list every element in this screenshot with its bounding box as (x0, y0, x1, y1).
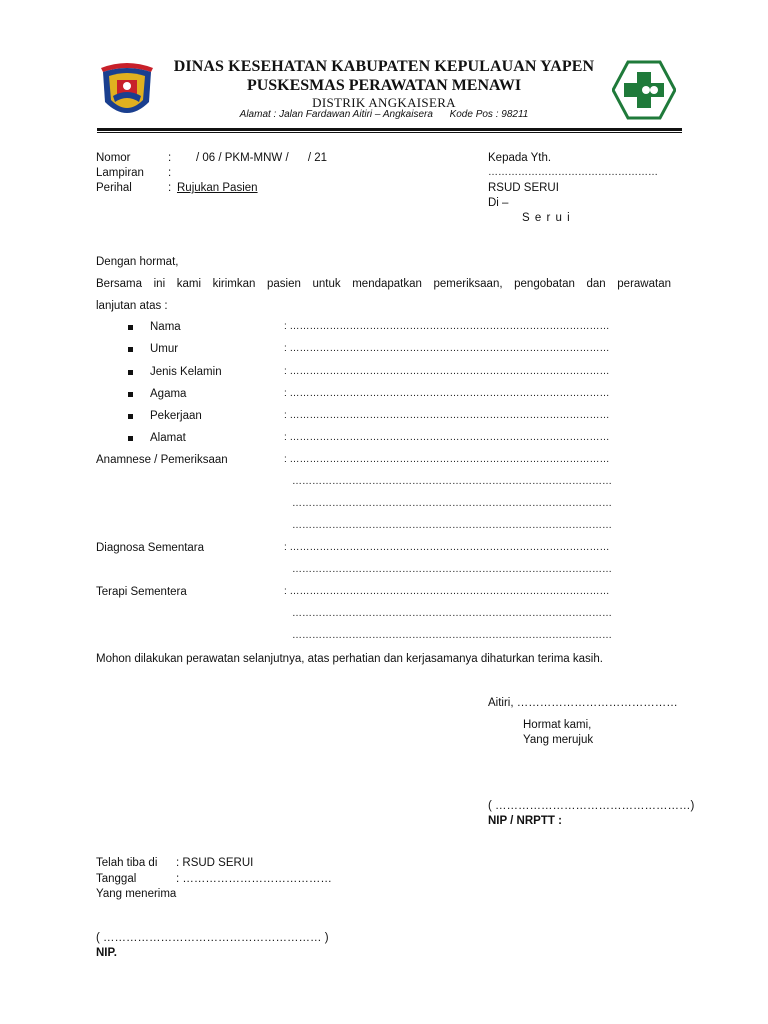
intro-line-1: Bersama ini kami kirimkan pasien untuk mendapatkan pemeriksaan, pengobatan dan perawatan (96, 278, 671, 290)
anamnese-dots-1: : …………………………………………………………………………………… (284, 454, 610, 465)
terapi-dots-3: …………………………………………………………………………………… (292, 630, 612, 641)
closing-text: Mohon dilakukan perawatan selanjutnya, atas perhatian dan kerjasamanya dihaturkan terima kasih. (96, 653, 603, 665)
field-label-nama: Nama (150, 321, 181, 333)
field-dots-pekerjaan: : …………………………………………………………………………………… (284, 410, 610, 421)
bullet-icon (128, 347, 133, 352)
field-label-alamat: Alamat (150, 432, 186, 444)
lampiran-label: Lampiran (96, 167, 144, 179)
recipient-greeting: Kepada Yth. (488, 152, 552, 164)
receipt-name-blank: ( ………………………………………………… ) (96, 932, 329, 944)
header-rule-thick (97, 128, 682, 131)
anamnese-dots-2: …………………………………………………………………………………… (292, 476, 612, 487)
field-label-agama: Agama (150, 388, 187, 400)
field-label-jenis-kelamin: Jenis Kelamin (150, 366, 222, 378)
header-puskesmas-name: PUSKESMAS PERAWATAN MENAWI (246, 77, 522, 94)
anamnese-dots-3: …………………………………………………………………………………… (292, 498, 612, 509)
recipient-hospital: RSUD SERUI (488, 182, 559, 194)
diagnosa-dots-2: …………………………………………………………………………………… (292, 564, 612, 575)
intro-line-2: lanjutan atas : (96, 300, 168, 312)
bullet-icon (128, 414, 133, 419)
regency-crest-logo (97, 58, 157, 124)
puskesmas-cross-logo (612, 60, 676, 120)
perihal-colon: : (168, 182, 172, 194)
bullet-icon (128, 325, 133, 330)
field-dots-jenis-kelamin: : …………………………………………………………………………………… (284, 366, 610, 377)
signature-name-blank: ( ……………………………………………) (488, 800, 695, 812)
terapi-dots-2: …………………………………………………………………………………… (292, 608, 612, 619)
field-dots-alamat: : …………………………………………………………………………………… (284, 432, 610, 443)
recipient-di: Di – (488, 197, 509, 209)
receipt-tiba-label: Telah tiba di (96, 857, 158, 869)
header-agency-name: DINAS KESEHATAN KABUPATEN KEPULAUAN YAPEN (173, 58, 595, 75)
terapi-dots-1: : …………………………………………………………………………………… (284, 586, 610, 597)
recipient-city: S e r u i (522, 212, 571, 224)
field-label-pekerjaan: Pekerjaan (150, 410, 202, 422)
signature-merujuk: Yang merujuk (523, 734, 594, 746)
signature-place-date: Aitiri, …………………………………… (488, 697, 678, 709)
field-dots-nama: : …………………………………………………………………………………… (284, 321, 610, 332)
nomor-value: / 06 / PKM-MNW / / 21 (196, 152, 327, 164)
header-address: Alamat : Jalan Fardawan Aitiri – Angkaisera Kode Pos : 98211 (239, 109, 529, 120)
anamnese-label: Anamnese / Pemeriksaan (96, 454, 228, 466)
greeting: Dengan hormat, (96, 256, 179, 268)
lampiran-colon: : (168, 167, 172, 179)
receipt-tiba-value: : RSUD SERUI (176, 857, 254, 869)
header-district: DISTRIK ANGKAISERA (312, 95, 456, 110)
field-dots-agama: : …………………………………………………………………………………… (284, 388, 610, 399)
signature-nip: NIP / NRPTT : (488, 815, 562, 827)
receipt-nip: NIP. (96, 947, 117, 959)
receipt-tanggal-value: : ………………………………… (176, 873, 332, 885)
diagnosa-label: Diagnosa Sementara (96, 542, 205, 554)
nomor-colon: : (168, 152, 172, 164)
perihal-value: Rujukan Pasien (177, 182, 258, 194)
field-label-umur: Umur (150, 343, 179, 355)
field-dots-umur: : …………………………………………………………………………………… (284, 343, 610, 354)
diagnosa-dots-1: : …………………………………………………………………………………… (284, 542, 610, 553)
nomor-label: Nomor (96, 152, 131, 164)
recipient-blank: …………………………………………… (488, 167, 658, 178)
signature-hormat: Hormat kami, (523, 719, 592, 731)
terapi-label: Terapi Sementera (96, 586, 187, 598)
receipt-penerima: Yang menerima (96, 888, 177, 900)
anamnese-dots-4: …………………………………………………………………………………… (292, 520, 612, 531)
bullet-icon (128, 370, 133, 375)
bullet-icon (128, 436, 133, 441)
perihal-label: Perihal (96, 182, 132, 194)
bullet-icon (128, 392, 133, 397)
header-rule-thin (97, 132, 682, 133)
receipt-tanggal-label: Tanggal (96, 873, 137, 885)
